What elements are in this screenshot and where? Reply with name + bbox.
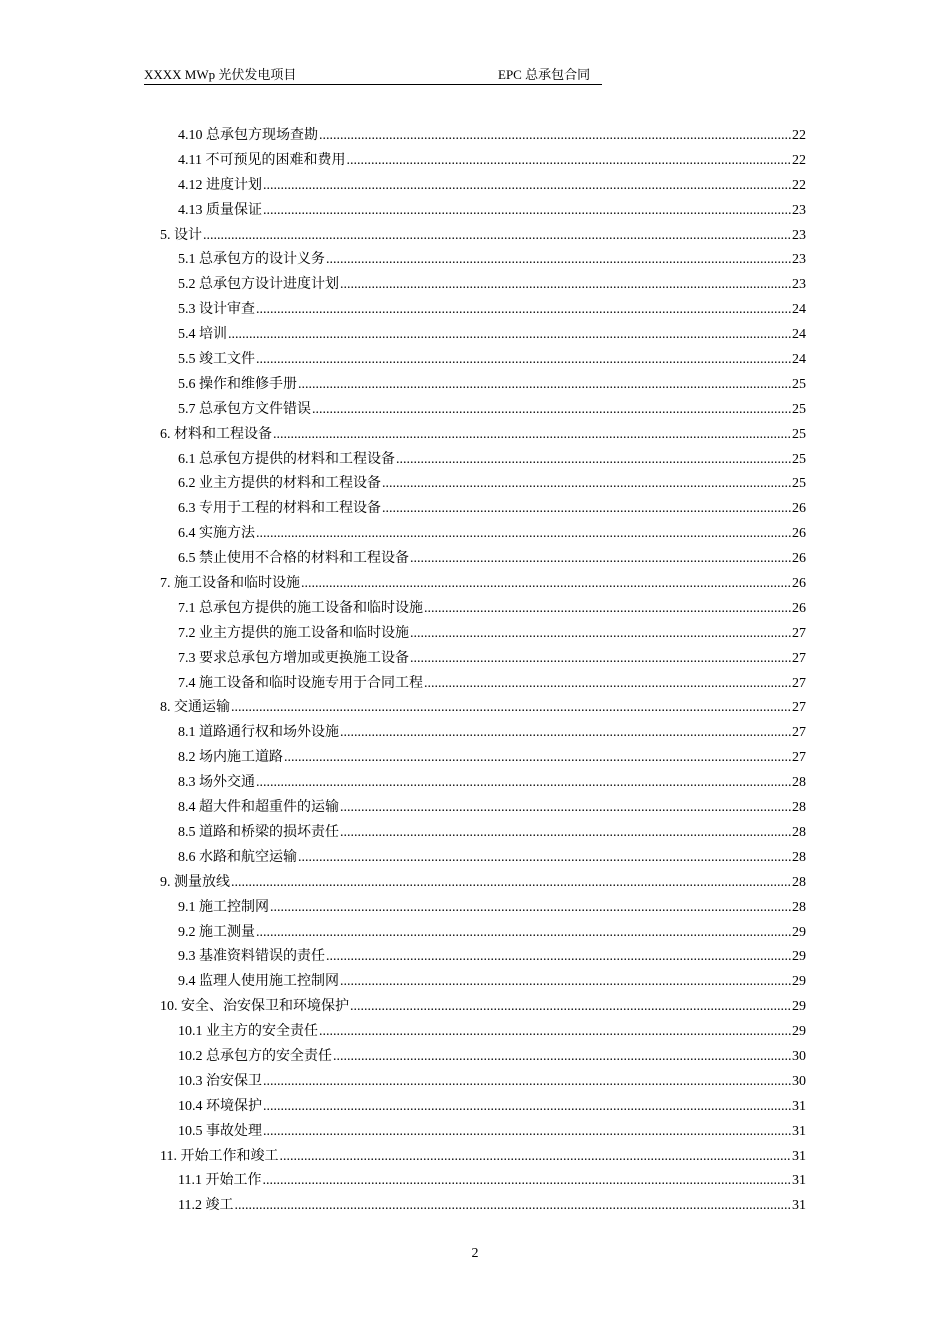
toc-dot-leader bbox=[234, 1194, 791, 1219]
toc-chapter-entry[interactable] bbox=[160, 423, 806, 448]
toc-entry-page-number: 25 bbox=[792, 426, 806, 442]
toc-chapter-entry[interactable] bbox=[160, 224, 806, 249]
toc-dot-leader bbox=[203, 224, 791, 249]
toc-entry-page-number: 31 bbox=[792, 1098, 806, 1114]
toc-entry-page-number: 27 bbox=[792, 750, 806, 766]
toc-section-entry[interactable] bbox=[160, 1169, 806, 1194]
toc-section-entry[interactable] bbox=[160, 1070, 806, 1095]
toc-entry-title: 10.1 业主方的安全责任 bbox=[178, 1024, 318, 1040]
toc-section-entry[interactable] bbox=[160, 746, 806, 771]
toc-entry-title: 8.1 道路通行权和场外设施 bbox=[178, 725, 339, 741]
toc-entry-title: 10.3 治安保卫 bbox=[178, 1073, 262, 1089]
toc-entry-page-number: 29 bbox=[792, 949, 806, 965]
toc-section-entry[interactable] bbox=[160, 273, 806, 298]
toc-entry-title: 4.12 进度计划 bbox=[178, 177, 262, 193]
toc-entry-page-number: 24 bbox=[792, 302, 806, 318]
toc-dot-leader bbox=[273, 423, 791, 448]
toc-dot-leader bbox=[279, 1145, 791, 1170]
toc-entry-title: 5.4 培训 bbox=[178, 327, 227, 343]
toc-dot-leader bbox=[326, 945, 791, 970]
toc-entry-title: 9.3 基准资料错误的责任 bbox=[178, 949, 325, 965]
toc-entry-page-number: 23 bbox=[792, 227, 806, 243]
toc-section-entry[interactable] bbox=[160, 1045, 806, 1070]
toc-entry-title: 5. 设计 bbox=[160, 227, 202, 243]
toc-entry-page-number: 28 bbox=[792, 899, 806, 915]
toc-entry-page-number: 28 bbox=[792, 849, 806, 865]
toc-entry-title: 8. 交通运输 bbox=[160, 700, 230, 716]
toc-entry-title: 6. 材料和工程设备 bbox=[160, 426, 272, 442]
toc-dot-leader bbox=[326, 248, 791, 273]
toc-section-entry[interactable] bbox=[160, 846, 806, 871]
toc-entry-page-number: 29 bbox=[792, 999, 806, 1015]
toc-entry-page-number: 31 bbox=[792, 1198, 806, 1214]
toc-entry-page-number: 31 bbox=[792, 1148, 806, 1164]
toc-entry-title: 11.2 竣工 bbox=[178, 1198, 234, 1214]
toc-dot-leader bbox=[312, 398, 791, 423]
toc-entry-title: 5.1 总承包方的设计义务 bbox=[178, 252, 325, 268]
toc-entry-title: 6.2 业主方提供的材料和工程设备 bbox=[178, 476, 381, 492]
toc-chapter-entry[interactable] bbox=[160, 572, 806, 597]
toc-section-entry[interactable] bbox=[160, 174, 806, 199]
toc-entry-page-number: 25 bbox=[792, 376, 806, 392]
table-of-contents bbox=[160, 124, 806, 1219]
page-header bbox=[144, 66, 602, 85]
toc-entry-title: 7.1 总承包方提供的施工设备和临时设施 bbox=[178, 600, 423, 616]
toc-entry-title: 4.11 不可预见的困难和费用 bbox=[178, 152, 346, 168]
toc-entry-title: 6.3 专用于工程的材料和工程设备 bbox=[178, 501, 381, 517]
toc-section-entry[interactable] bbox=[160, 647, 806, 672]
toc-section-entry[interactable] bbox=[160, 547, 806, 572]
toc-entry-title: 10.4 环境保护 bbox=[178, 1098, 262, 1114]
toc-dot-leader bbox=[340, 796, 791, 821]
toc-entry-title: 10.5 事故处理 bbox=[178, 1123, 262, 1139]
toc-chapter-entry[interactable] bbox=[160, 995, 806, 1020]
toc-entry-page-number: 28 bbox=[792, 775, 806, 791]
toc-entry-title: 4.10 总承包方现场查勘 bbox=[178, 128, 318, 143]
toc-dot-leader bbox=[263, 1120, 791, 1145]
toc-section-entry[interactable] bbox=[160, 771, 806, 796]
toc-dot-leader bbox=[256, 298, 791, 323]
toc-section-entry[interactable] bbox=[160, 945, 806, 970]
toc-entry-title: 8.6 水路和航空运输 bbox=[178, 849, 297, 865]
toc-section-entry[interactable] bbox=[160, 298, 806, 323]
toc-entry-page-number: 27 bbox=[792, 625, 806, 641]
toc-entry-title: 9.2 施工测量 bbox=[178, 924, 255, 940]
toc-dot-leader bbox=[263, 1070, 791, 1095]
toc-entry-page-number: 22 bbox=[792, 177, 806, 193]
toc-entry-title: 10.2 总承包方的安全责任 bbox=[178, 1048, 332, 1064]
toc-dot-leader bbox=[410, 547, 791, 572]
toc-section-entry[interactable] bbox=[160, 597, 806, 622]
toc-entry-title: 6.5 禁止使用不合格的材料和工程设备 bbox=[178, 551, 409, 567]
toc-chapter-entry[interactable] bbox=[160, 1145, 806, 1170]
toc-dot-leader bbox=[340, 821, 791, 846]
toc-entry-page-number: 28 bbox=[792, 800, 806, 816]
toc-entry-page-number: 22 bbox=[792, 128, 806, 143]
toc-section-entry[interactable] bbox=[160, 149, 806, 174]
toc-entry-title: 4.13 质量保证 bbox=[178, 202, 262, 218]
toc-entry-page-number: 30 bbox=[792, 1073, 806, 1089]
toc-section-entry[interactable] bbox=[160, 821, 806, 846]
toc-entry-title: 8.4 超大件和超重件的运输 bbox=[178, 800, 339, 816]
toc-dot-leader bbox=[340, 721, 791, 746]
toc-section-entry[interactable] bbox=[160, 970, 806, 995]
toc-section-entry[interactable] bbox=[160, 721, 806, 746]
toc-entry-page-number: 26 bbox=[792, 600, 806, 616]
page-footer bbox=[0, 1244, 950, 1264]
toc-entry-page-number: 28 bbox=[792, 874, 806, 890]
toc-dot-leader bbox=[256, 348, 791, 373]
toc-section-entry[interactable] bbox=[160, 124, 806, 149]
toc-dot-leader bbox=[262, 1169, 791, 1194]
toc-entry-title: 7. 施工设备和临时设施 bbox=[160, 576, 300, 592]
toc-entry-title: 11. 开始工作和竣工 bbox=[160, 1148, 279, 1164]
toc-dot-leader bbox=[231, 871, 791, 896]
toc-entry-title: 7.4 施工设备和临时设施专用于合同工程 bbox=[178, 675, 423, 691]
toc-entry-title: 5.3 设计审查 bbox=[178, 302, 255, 318]
toc-entry-title: 6.1 总承包方提供的材料和工程设备 bbox=[178, 451, 395, 467]
toc-entry-page-number: 26 bbox=[792, 501, 806, 517]
toc-section-entry[interactable] bbox=[160, 796, 806, 821]
toc-entry-page-number: 23 bbox=[792, 202, 806, 218]
toc-section-entry[interactable] bbox=[160, 1120, 806, 1145]
toc-chapter-entry[interactable] bbox=[160, 696, 806, 721]
toc-dot-leader bbox=[256, 522, 791, 547]
toc-entry-title: 5.6 操作和维修手册 bbox=[178, 376, 297, 392]
toc-dot-leader bbox=[382, 497, 791, 522]
toc-dot-leader bbox=[270, 896, 791, 921]
toc-entry-title: 6.4 实施方法 bbox=[178, 526, 255, 542]
toc-dot-leader bbox=[263, 1095, 791, 1120]
header-project-title: XXXX MWp 光伏发电项目 bbox=[144, 67, 297, 82]
toc-entry-title: 8.5 道路和桥梁的损坏责任 bbox=[178, 824, 339, 840]
toc-dot-leader bbox=[319, 124, 791, 149]
toc-section-entry[interactable] bbox=[160, 1020, 806, 1045]
toc-dot-leader bbox=[228, 323, 791, 348]
toc-dot-leader bbox=[263, 174, 791, 199]
toc-section-entry[interactable] bbox=[160, 1095, 806, 1120]
toc-dot-leader bbox=[340, 970, 791, 995]
toc-section-entry[interactable] bbox=[160, 1194, 806, 1219]
toc-dot-leader bbox=[396, 448, 791, 473]
toc-dot-leader bbox=[410, 622, 791, 647]
toc-entry-title: 7.3 要求总承包方增加或更换施工设备 bbox=[178, 650, 409, 666]
toc-dot-leader bbox=[231, 696, 791, 721]
toc-section-entry[interactable] bbox=[160, 921, 806, 946]
toc-entry-page-number: 24 bbox=[792, 352, 806, 368]
toc-entry-page-number: 25 bbox=[792, 401, 806, 417]
toc-dot-leader bbox=[256, 771, 791, 796]
toc-entry-page-number: 27 bbox=[792, 725, 806, 741]
toc-section-entry[interactable] bbox=[160, 448, 806, 473]
toc-chapter-entry[interactable] bbox=[160, 871, 806, 896]
toc-entry-page-number: 27 bbox=[792, 700, 806, 716]
toc-section-entry[interactable] bbox=[160, 248, 806, 273]
toc-entry-page-number: 26 bbox=[792, 576, 806, 592]
toc-entry-page-number: 22 bbox=[792, 152, 806, 168]
toc-dot-leader bbox=[298, 373, 791, 398]
toc-entry-title: 7.2 业主方提供的施工设备和临时设施 bbox=[178, 625, 409, 641]
page-number: 2 bbox=[471, 1246, 479, 1261]
header-contract-title: EPC 总承包合同 bbox=[498, 67, 591, 82]
toc-entry-page-number: 30 bbox=[792, 1048, 806, 1064]
toc-entry-title: 9.1 施工控制网 bbox=[178, 899, 269, 915]
toc-section-entry[interactable] bbox=[160, 896, 806, 921]
toc-section-entry[interactable] bbox=[160, 373, 806, 398]
toc-entry-page-number: 25 bbox=[792, 476, 806, 492]
toc-section-entry[interactable] bbox=[160, 522, 806, 547]
toc-entry-page-number: 31 bbox=[792, 1123, 806, 1139]
toc-entry-page-number: 23 bbox=[792, 277, 806, 293]
toc-entry-title: 9. 测量放线 bbox=[160, 874, 230, 890]
toc-dot-leader bbox=[301, 572, 791, 597]
toc-entry-page-number: 31 bbox=[792, 1173, 806, 1189]
toc-entry-title: 9.4 监理人使用施工控制网 bbox=[178, 974, 339, 990]
toc-section-entry[interactable] bbox=[160, 323, 806, 348]
toc-entry-page-number: 27 bbox=[792, 675, 806, 691]
toc-entry-title: 5.5 竣工文件 bbox=[178, 352, 255, 368]
toc-section-entry[interactable] bbox=[160, 497, 806, 522]
toc-dot-leader bbox=[382, 472, 791, 497]
toc-entry-title: 10. 安全、治安保卫和环境保护 bbox=[160, 999, 349, 1015]
toc-dot-leader bbox=[424, 672, 791, 697]
toc-section-entry[interactable] bbox=[160, 622, 806, 647]
toc-entry-page-number: 26 bbox=[792, 526, 806, 542]
toc-dot-leader bbox=[340, 273, 791, 298]
toc-section-entry[interactable] bbox=[160, 348, 806, 373]
toc-entry-title: 5.2 总承包方设计进度计划 bbox=[178, 277, 339, 293]
toc-dot-leader bbox=[256, 921, 791, 946]
toc-entry-page-number: 23 bbox=[792, 252, 806, 268]
toc-dot-leader bbox=[410, 647, 791, 672]
toc-section-entry[interactable] bbox=[160, 472, 806, 497]
toc-entry-page-number: 24 bbox=[792, 327, 806, 343]
toc-section-entry[interactable] bbox=[160, 199, 806, 224]
toc-dot-leader bbox=[350, 995, 791, 1020]
toc-entry-page-number: 29 bbox=[792, 924, 806, 940]
toc-dot-leader bbox=[319, 1020, 791, 1045]
toc-dot-leader bbox=[263, 199, 791, 224]
toc-entry-page-number: 29 bbox=[792, 974, 806, 990]
toc-entry-title: 5.7 总承包方文件错误 bbox=[178, 401, 311, 417]
toc-entry-page-number: 27 bbox=[792, 650, 806, 666]
toc-entry-page-number: 28 bbox=[792, 824, 806, 840]
toc-section-entry[interactable] bbox=[160, 398, 806, 423]
toc-dot-leader bbox=[284, 746, 791, 771]
toc-dot-leader bbox=[424, 597, 791, 622]
toc-dot-leader bbox=[298, 846, 791, 871]
toc-entry-page-number: 29 bbox=[792, 1024, 806, 1040]
toc-dot-leader bbox=[346, 149, 791, 174]
toc-entry-page-number: 25 bbox=[792, 451, 806, 467]
toc-section-entry[interactable] bbox=[160, 672, 806, 697]
toc-entry-title: 8.2 场内施工道路 bbox=[178, 750, 283, 766]
toc-entry-page-number: 26 bbox=[792, 551, 806, 567]
toc-entry-title: 8.3 场外交通 bbox=[178, 775, 255, 791]
toc-entry-title: 11.1 开始工作 bbox=[178, 1173, 262, 1189]
toc-dot-leader bbox=[333, 1045, 791, 1070]
